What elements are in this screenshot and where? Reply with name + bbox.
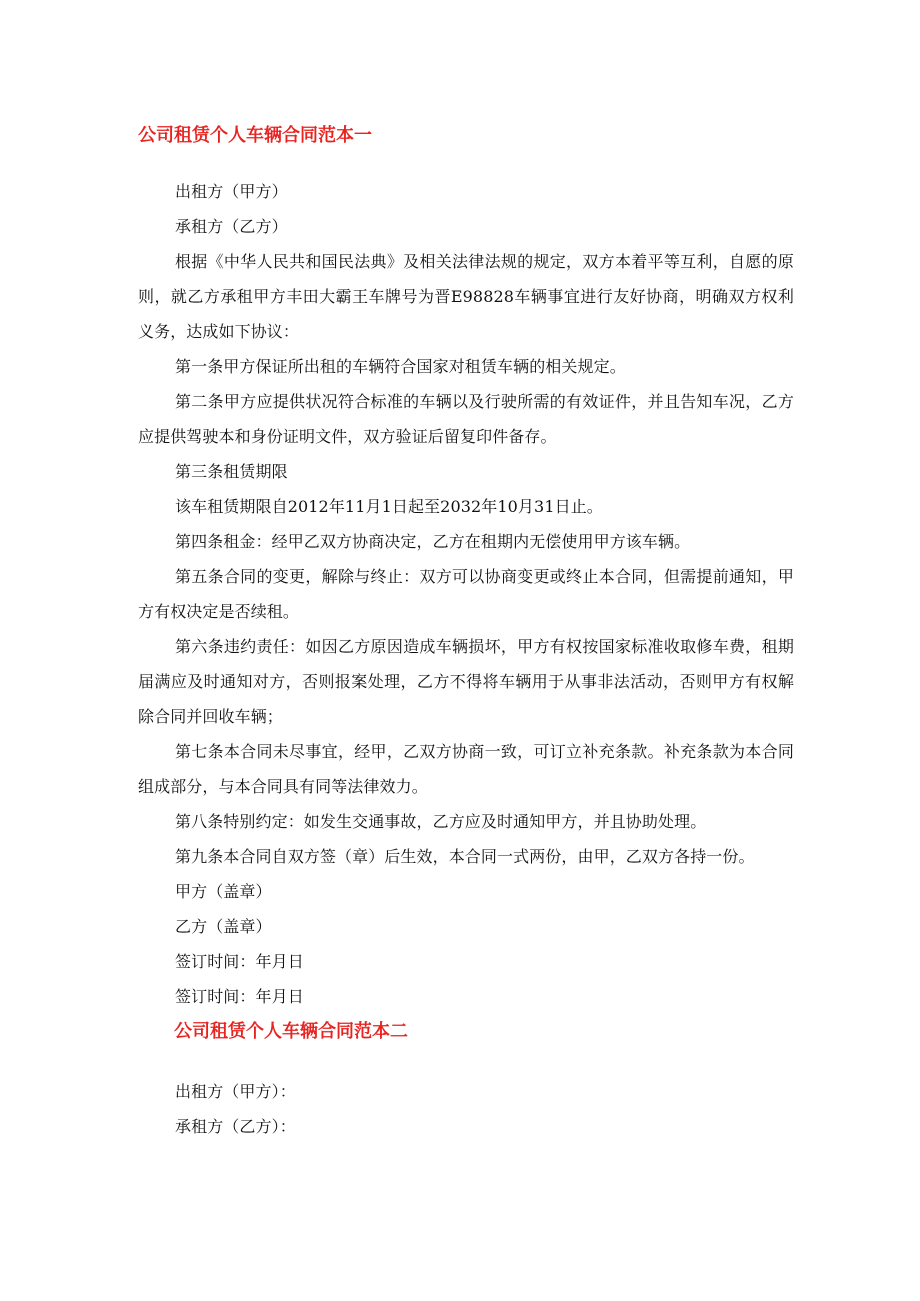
signing-date-1: 签订时间：年月日 [175,952,304,971]
party-b-seal: 乙方（盖章） [175,917,272,936]
article-8: 第八条特别约定：如发生交通事故，乙方应及时通知甲方，并且协助处理。 [175,812,707,831]
preamble-paragraph: 根据《中华人民共和国民法典》及相关法律法规的规定，双方本着平等互利，自愿的原则，就乙方承租甲方丰田大霸王车牌号为晋E98828车辆事宜进行友好协商，明确双方权利义务，达成如下协议： [138,252,794,341]
contract-title-1: 公司租赁个人车辆合同范本一 [138,125,372,146]
signing-date-2: 签订时间：年月日 [175,987,304,1006]
lessor-line: 出租方（甲方） [175,182,288,201]
article-6: 第六条违约责任：如因乙方原因造成车辆损坏，甲方有权按国家标准收取修车费，租期届满应及时通知对方，否则报案处理，乙方不得将车辆用于从事非法活动，否则甲方有权解除合同并回收车辆； [138,637,794,726]
contract-title-2: 公司租赁个人车辆合同范本二 [174,1021,408,1042]
lessor-line-2: 出租方（甲方）： [175,1082,296,1101]
article-3-heading: 第三条租赁期限 [175,462,288,481]
article-7: 第七条本合同未尽事宜，经甲，乙双方协商一致，可订立补充条款。补充条款为本合同组成部分，与本合同具有同等法律效力。 [138,742,794,796]
party-a-seal: 甲方（盖章） [175,882,272,901]
document-body [138,118,794,1144]
lessee-line: 承租方（乙方） [175,217,288,236]
article-1: 第一条甲方保证所出租的车辆符合国家对租赁车辆的相关规定。 [175,357,626,376]
article-5: 第五条合同的变更，解除与终止：双方可以协商变更或终止本合同，但需提前通知，甲方有权决定是否续租。 [138,567,794,621]
article-9: 第九条本合同自双方签（章）后生效，本合同一式两份，由甲，乙双方各持一份。 [175,847,755,866]
lessee-line-2: 承租方（乙方）： [175,1117,296,1136]
article-2: 第二条甲方应提供状况符合标准的车辆以及行驶所需的有效证件，并且告知车况，乙方应提供驾驶本和身份证明文件，双方验证后留复印件备存。 [138,392,794,446]
lease-period: 该车租赁期限自2012年11月1日起至2032年10月31日止。 [175,497,603,516]
article-4: 第四条租金：经甲乙双方协商决定，乙方在租期内无偿使用甲方该车辆。 [175,532,691,551]
